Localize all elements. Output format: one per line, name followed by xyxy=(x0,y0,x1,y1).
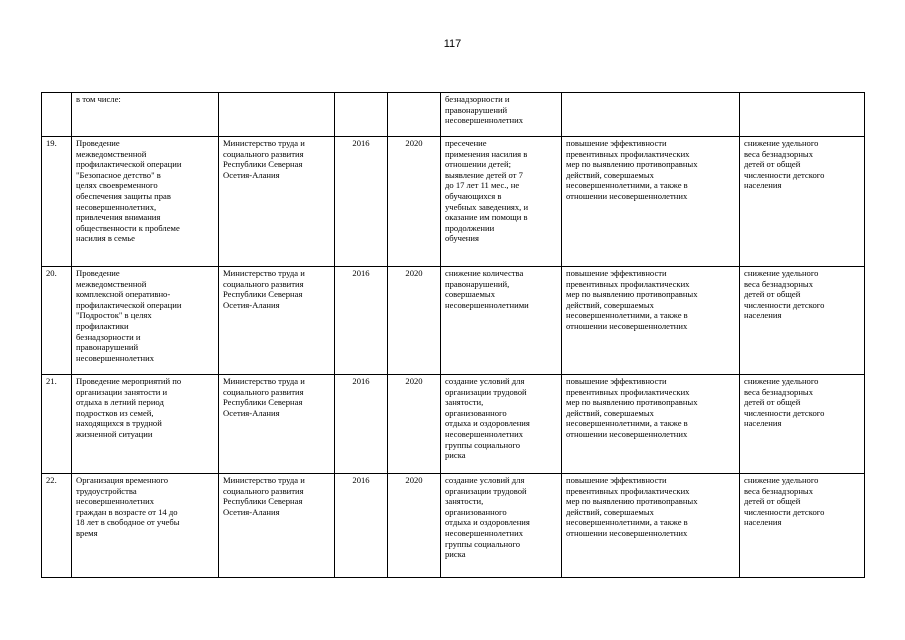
measures-table xyxy=(41,92,865,578)
table-row xyxy=(42,474,865,578)
result-text: создание условий для организации трудовой занятости, организованного отдыха и оздоровления несовершеннолетних группы социального риска xyxy=(445,475,530,560)
cell-end xyxy=(388,375,441,474)
end-year: 2020 xyxy=(405,475,423,485)
measure-name: Проведение межведомственной комплексной оперативно- профилактической операции "Подросток" в целях профилактики безнадзорности и правонарушений несовершеннолетних xyxy=(76,268,182,363)
cell-end xyxy=(388,93,441,137)
cell-start xyxy=(335,267,388,375)
table-row xyxy=(42,375,865,474)
effect-text: повышение эффективности превентивных профилактических мер по выявлению противоправных действий, совершаемых несовершеннолетними, а также в отношении несовершеннолетних xyxy=(566,268,698,331)
indicator-text: снижение удельного веса безнадзорных детей от общей численности детского населения xyxy=(744,376,825,429)
start-year: 2016 xyxy=(352,475,370,485)
cell-start xyxy=(335,474,388,578)
cell-result xyxy=(441,93,562,137)
cell-effect xyxy=(562,474,740,578)
cell-executor xyxy=(219,474,335,578)
cell-executor xyxy=(219,137,335,267)
cell-indicator xyxy=(740,137,865,267)
cell-indicator xyxy=(740,93,865,137)
measure-name: Проведение межведомственной профилактической операции "Безопасное детство" в целях своевременного обеспечения защиты прав несовершеннолетних, привлечения внимания общественности к проблеме насилия в семье xyxy=(76,138,182,244)
cell-num xyxy=(42,137,72,267)
result-tail-text: безнадзорности и правонарушений несовершеннолетних xyxy=(445,94,524,126)
executor-text: Министерство труда и социального развития Республики Северная Осетия-Алания xyxy=(223,475,305,517)
effect-text: повышение эффективности превентивных профилактических мер по выявлению противоправных действий, совершаемых несовершеннолетними, а также в отношении несовершеннолетних xyxy=(566,138,698,201)
row-number: 22. xyxy=(46,475,57,485)
indicator-text: снижение удельного веса безнадзорных детей от общей численности детского населения xyxy=(744,138,825,191)
subtitle-text: в том числе: xyxy=(76,94,121,104)
measure-name: Проведение мероприятий по организации занятости и отдыха в летний период подростков из семей, находящихся в трудной жизненной ситуации xyxy=(76,376,182,439)
table-row xyxy=(42,267,865,375)
start-year: 2016 xyxy=(352,268,370,278)
cell-effect xyxy=(562,93,740,137)
cell-name xyxy=(72,474,219,578)
start-year: 2016 xyxy=(352,138,370,148)
cell-indicator xyxy=(740,375,865,474)
cell-num xyxy=(42,93,72,137)
cell-indicator xyxy=(740,267,865,375)
effect-text: повышение эффективности превентивных профилактических мер по выявлению противоправных действий, совершаемых несовершеннолетними, а также в отношении несовершеннолетних xyxy=(566,376,698,439)
row-number: 20. xyxy=(46,268,57,278)
row-number: 19. xyxy=(46,138,57,148)
cell-start xyxy=(335,93,388,137)
table-row-continuation xyxy=(42,93,865,137)
executor-text: Министерство труда и социального развития Республики Северная Осетия-Алания xyxy=(223,268,305,310)
cell-executor xyxy=(219,93,335,137)
indicator-text: снижение удельного веса безнадзорных детей от общей численности детского населения xyxy=(744,475,825,528)
cell-effect xyxy=(562,267,740,375)
cell-num xyxy=(42,474,72,578)
cell-end xyxy=(388,267,441,375)
cell-name xyxy=(72,375,219,474)
executor-text: Министерство труда и социального развития Республики Северная Осетия-Алания xyxy=(223,138,305,180)
cell-result xyxy=(441,267,562,375)
measure-name: Организация временного трудоустройства несовершеннолетних граждан в возрасте от 14 до 18 лет в свободное от учебы время xyxy=(76,475,180,538)
row-number: 21. xyxy=(46,376,57,386)
cell-result xyxy=(441,375,562,474)
cell-subtitle xyxy=(72,93,219,137)
cell-num xyxy=(42,375,72,474)
result-text: пресечение применения насилия в отношении детей; выявление детей от 7 до 17 лет 11 мес., не обучающихся в учебных заведениях, и оказание им помощи в продолжении обучения xyxy=(445,138,529,244)
cell-executor xyxy=(219,267,335,375)
end-year: 2020 xyxy=(405,376,423,386)
indicator-text: снижение удельного веса безнадзорных детей от общей численности детского населения xyxy=(744,268,825,321)
cell-name xyxy=(72,137,219,267)
result-text: создание условий для организации трудовой занятости, организованного отдыха и оздоровления несовершеннолетних группы социального риска xyxy=(445,376,530,461)
executor-text: Министерство труда и социального развития Республики Северная Осетия-Алания xyxy=(223,376,305,418)
start-year: 2016 xyxy=(352,376,370,386)
page-number: 117 xyxy=(443,38,462,50)
cell-effect xyxy=(562,375,740,474)
end-year: 2020 xyxy=(405,268,423,278)
result-text: снижение количества правонарушений, совершаемых несовершеннолетними xyxy=(445,268,529,310)
cell-executor xyxy=(219,375,335,474)
cell-indicator xyxy=(740,474,865,578)
cell-effect xyxy=(562,137,740,267)
cell-result xyxy=(441,137,562,267)
table-row xyxy=(42,137,865,267)
cell-num xyxy=(42,267,72,375)
cell-end xyxy=(388,474,441,578)
cell-name xyxy=(72,267,219,375)
cell-start xyxy=(335,137,388,267)
effect-text: повышение эффективности превентивных профилактических мер по выявлению противоправных действий, совершаемых несовершеннолетними, а также в отношении несовершеннолетних xyxy=(566,475,698,538)
cell-start xyxy=(335,375,388,474)
cell-end xyxy=(388,137,441,267)
cell-result xyxy=(441,474,562,578)
end-year: 2020 xyxy=(405,138,423,148)
